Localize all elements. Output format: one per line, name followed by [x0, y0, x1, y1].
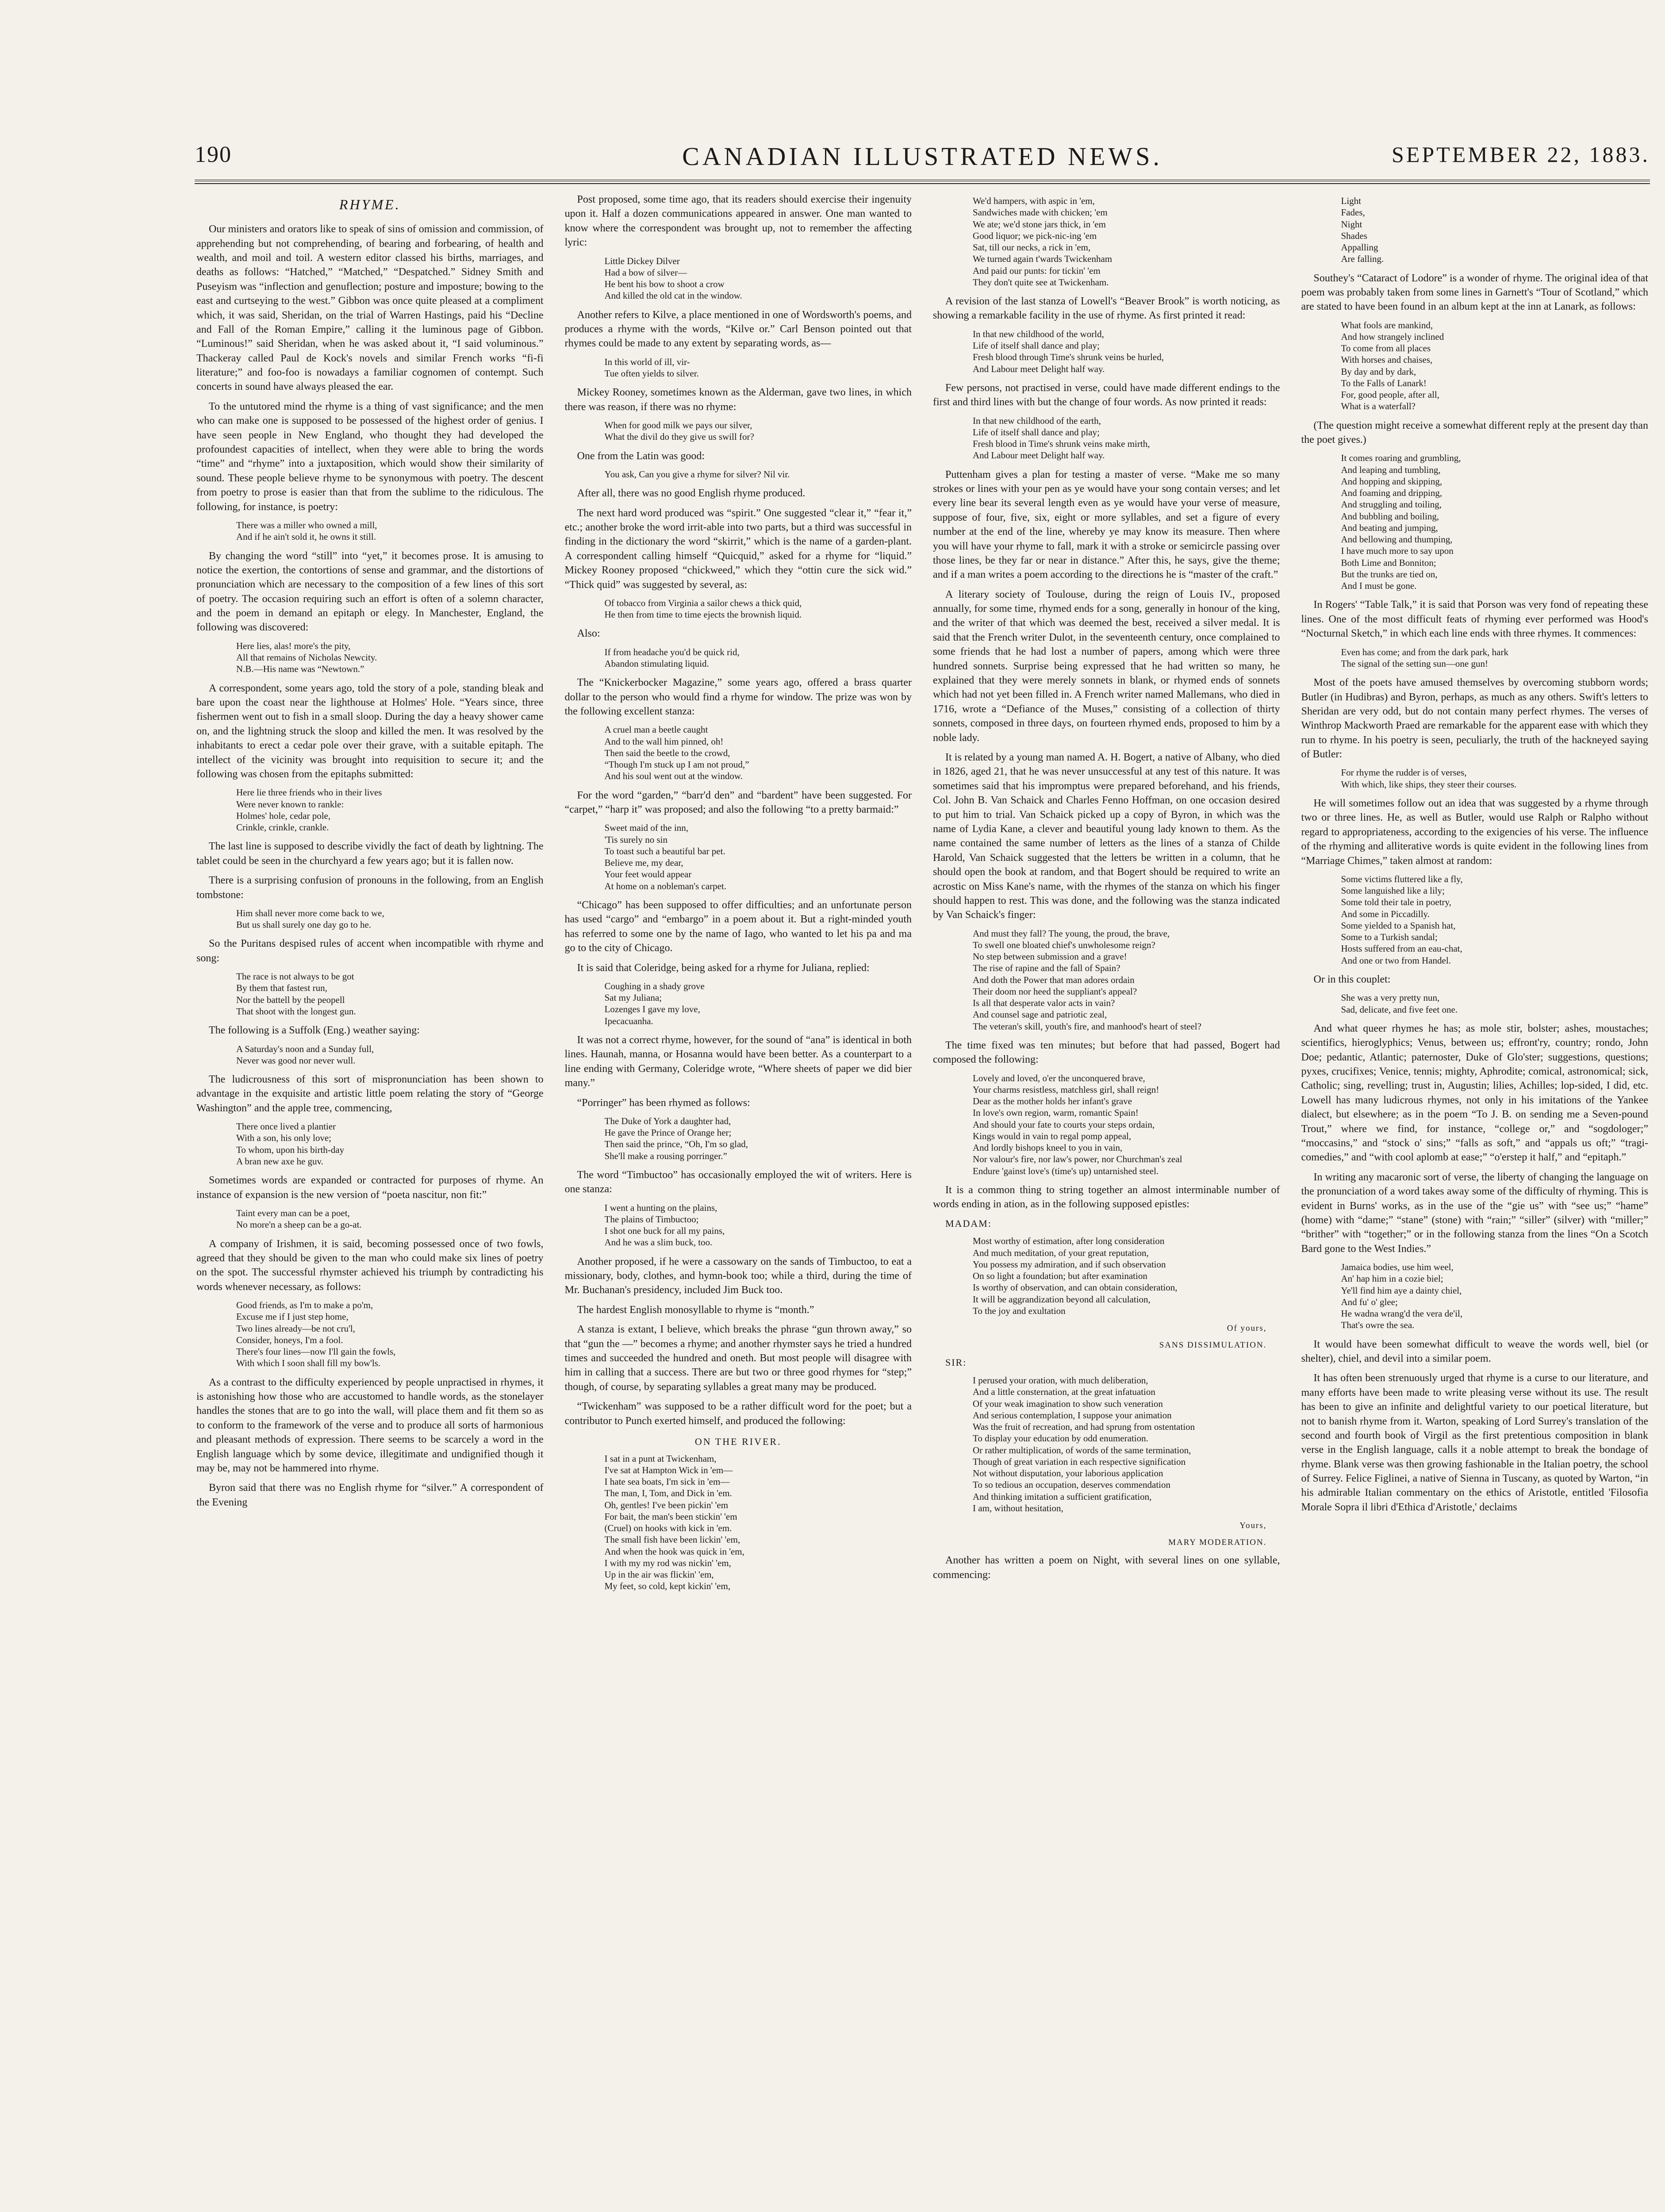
verse-line: Sat, till our necks, a rick in 'em, — [973, 242, 1091, 253]
page-header — [195, 142, 1650, 173]
verse-line: Never was good nor never wull. — [236, 1055, 356, 1066]
verse-block — [973, 928, 1280, 1032]
paragraph: A literary society of Toulouse, during the reign of Louis IV., proposed annually, for some time, rhymed ends for a song, generally in honour of the king, and the writer of that which was deemed the best, received a silver medal. It is said that the French writer Dulot, in the seventeenth century, once complained to some friends that he had lost a number of papers, among which were three hundred sonnets. Surprise being expressed that he had written so many, he explained that they were merely sonnets in blank, or rhymed ends of sonnets which had not yet been filled in. A French writer named Mallemans, who died in 1716, wrote a “Defiance of the Muses,” consisting of a collection of thirty sonnets, composed in three days, on fourteen rhymed ends, proposed to him by a noble lady. — [933, 588, 1280, 744]
verse-line: When for good milk we pays our silver, — [604, 420, 752, 431]
verse-line: I sat in a punt at Twickenham, — [604, 1453, 717, 1464]
paragraph: There is a surprising confusion of pronouns in the following, from an English tombstone: — [196, 875, 544, 901]
verse-line: Is worthy of observation, and can obtain consideration, — [973, 1282, 1178, 1293]
verse-line: We ate; we'd stone jars thick, in 'em — [973, 219, 1106, 230]
verse-line: (Cruel) on hooks with kick in 'em. — [604, 1523, 732, 1534]
verse-line: I hate sea boats, I'm sick in 'em— — [604, 1476, 730, 1487]
paragraph: Most of the poets have amused themselves by overcoming stubborn words; Butler (in Hudibras) and Byron, perhaps, as much as any others. Swift's letters to Sheridan are very odd, but do not contain many perfect rhymes. The verses of Winthrop Mackworth Praed are remarkable for the apparent ease with which they run to rhyme. In his poetry is seen, peculiarly, the truth of the hackneyed saying of Butler: — [1301, 677, 1648, 760]
verse-line: Was the fruit of recreation, and had sprung from ostentation — [973, 1421, 1195, 1432]
verse-line: Excuse me if I just step home, — [236, 1311, 349, 1322]
verse-line: Had a bow of silver— — [604, 267, 687, 278]
verse-line: And if he ain't sold it, he owns it still. — [236, 531, 376, 542]
verse-line: Here lie three friends who in their lives — [236, 787, 382, 798]
verse-line: Tue often yields to silver. — [604, 368, 699, 379]
verse-line: Night — [1341, 219, 1362, 230]
paragraph: Or in this couplet: — [1313, 973, 1391, 985]
verse-block — [973, 415, 1280, 461]
verse-block — [1341, 646, 1649, 670]
verse-line: They don't quite see at Twickenham. — [973, 276, 1109, 288]
verse-line: Little Dickey Dilver — [604, 255, 680, 266]
paragraph: After all, there was no good English rhyme produced. — [577, 488, 806, 499]
paragraph: It is related by a young man named A. H. Bogert, a native of Albany, who died in 1826, aged 21, that he was never unsuccessful at any test of this nature. It was sometimes said that his impromptus were prepared beforehand, and his friends, Col. John B. Van Schaick and Charles Fenno Hoffman, on one occasion desired to put him to trial. Van Schaick picked up a copy of Byron, in which was the name of Lydia Kane, a clever and beautiful young lady known to them. As the name contained the same number of letters as the lines of a stanza of Childe Harold, Van Schaick suggested that the letters be written in a column, that he should open the book at random, and that Bogert should be required to write an acrostic on Miss Kane's name, with the rhymes of the stanza on which his finger should happen to rest. This was done, and the following was the stanza indicated by Van Schaick's finger: — [933, 751, 1280, 921]
column-3 — [931, 192, 1282, 2212]
letter-signature: Yours, — [1239, 1521, 1267, 1531]
verse-line: Here lies, alas! more's the pity, — [236, 640, 351, 651]
verse-line: For rhyme the rudder is of verses, — [1341, 767, 1467, 778]
verse-block — [605, 646, 912, 670]
verse-line: Taint every man can be a poet, — [236, 1208, 350, 1219]
verse-line: With horses and chaises, — [1341, 354, 1433, 365]
paragraph: Post proposed, some time ago, that its readers should exercise their ingenuity upon it. Half a dozen communications appeared in answer. One man wanted to know where the correspondent was brought up, not to remember the affecting lyric: — [564, 194, 912, 249]
verse-line: A bran new axe he guv. — [236, 1156, 323, 1167]
verse-line: Nor the battell by the peopell — [236, 994, 345, 1005]
verse-block — [1341, 452, 1649, 591]
verse-line: Dear as the mother holds her infant's grave — [973, 1096, 1132, 1107]
verse-line: By day and by dark, — [1341, 366, 1416, 377]
verse-line: And Labour meet Delight half way. — [973, 363, 1105, 374]
verse-block — [236, 1207, 544, 1231]
letter-salutation: SIR: — [945, 1357, 967, 1368]
verse-line: Life of itself shall dance and play; — [973, 426, 1100, 438]
verse-line: No more'n a sheep can be a go-at. — [236, 1219, 362, 1230]
verse-line: Even has come; and from the dark park, hark — [1341, 646, 1508, 657]
verse-line: To so tedious an occupation, deserves commendation — [973, 1479, 1170, 1490]
verse-line: In that new childhood of the world, — [973, 328, 1104, 339]
verse-block — [973, 195, 1280, 288]
verse-line: And should your fate to courts your steps ordain, — [973, 1119, 1155, 1130]
verse-line: And doth the Power that man adores ordain — [973, 974, 1135, 985]
verse-line: A Saturday's noon and a Sunday full, — [236, 1043, 374, 1054]
verse-line: And struggling and toiling, — [1341, 499, 1442, 510]
verse-line: Then said the beetle to the crowd, — [604, 747, 730, 758]
paragraph: Southey's “Cataract of Lodore” is a wonder of rhyme. The original idea of that poem was probably taken from some lines in Garnett's “Tour of Scotland,” which are stated to have been found in an album kept at the inn at Lanark, as follows: — [1301, 272, 1648, 313]
verse-line: For, good people, after all, — [1341, 389, 1440, 400]
verse-block — [1341, 873, 1649, 966]
verse-line: You ask, Can you give a rhyme for silver? Nil vir. — [604, 469, 790, 480]
verse-block — [236, 640, 544, 675]
masthead: CANADIAN ILLUSTRATED NEWS. — [682, 142, 1162, 171]
verse-line: And killed the old cat in the window. — [604, 290, 742, 301]
verse-line: In this world of ill, vir- — [604, 356, 690, 367]
verse-line: For bait, the man's been stickin' 'em — [604, 1511, 737, 1522]
article-columns — [195, 192, 1650, 2212]
page-number: 190 — [195, 142, 232, 167]
verse-block — [605, 255, 912, 302]
verse-line: That's owre the sea. — [1341, 1320, 1415, 1331]
verse-line: Lovely and loved, o'er the unconquered brave, — [973, 1072, 1145, 1083]
verse-line: To the joy and exultation — [973, 1305, 1066, 1316]
verse-line: And bubbling and boiling, — [1341, 511, 1439, 522]
verse-line: Of tobacco from Virginia a sailor chews a thick quid, — [604, 597, 802, 608]
paragraph: Sometimes words are expanded or contracted for purposes of rhyme. An instance of expansion is the new version of “poeta nascitur, non fit:” — [196, 1175, 544, 1201]
verse-block — [236, 971, 544, 1017]
verse-line: At home on a nobleman's carpet. — [604, 880, 727, 891]
paragraph: It is a common thing to string together an almost interminable number of words ending in ation, as in the following supposed epistles: — [933, 1184, 1280, 1210]
verse-line: And much meditation, of your great reputation, — [973, 1247, 1149, 1258]
verse-line: And Labour meet Delight half way. — [973, 450, 1105, 461]
paragraph: A revision of the last stanza of Lowell's “Beaver Brook” is worth noticing, as showing a remarkable facility in the use of rhyme. As first printed it read: — [933, 296, 1280, 322]
verse-line: And bellowing and thumping, — [1341, 534, 1453, 545]
verse-line: Him shall never more come back to we, — [236, 907, 384, 918]
paragraph: The following is a Suffolk (Eng.) weather saying: — [209, 1025, 420, 1037]
verse-line: Some languished like a lily; — [1341, 885, 1445, 896]
verse-block — [973, 328, 1280, 375]
verse-line: Oh, gentles! I've been pickin' 'em — [604, 1499, 729, 1510]
verse-line: If from headache you'd be quick rid, — [604, 646, 740, 657]
verse-block — [605, 980, 912, 1027]
verse-block — [973, 1072, 1280, 1177]
verse-line: What the divil do they give us swill for? — [604, 431, 754, 442]
paragraph: Also: — [577, 628, 600, 640]
verse-block — [605, 1202, 912, 1248]
verse-line: It will be aggrandization beyond all calculation, — [973, 1294, 1151, 1305]
verse-line: Sat my Juliana; — [604, 992, 662, 1003]
verse-line: Or rather multiplication, of words of the same termination, — [973, 1444, 1191, 1455]
verse-block — [605, 419, 912, 443]
paragraph: It is said that Coleridge, being asked for a rhyme for Juliana, replied: — [577, 962, 870, 974]
paragraph: Another proposed, if he were a cassowary on the sands of Timbuctoo, to eat a missionary, body, clothes, and hymn-book too; while a third, during the time of Mr. Buchanan's presidency, included Jim Buck too. — [564, 1256, 912, 1296]
verse-line: Holmes' hole, cedar pole, — [236, 810, 331, 821]
verse-line: She'll make a rousing porringer.” — [604, 1150, 727, 1161]
verse-line: The rise of rapine and the fall of Spain? — [973, 963, 1120, 974]
verse-line: We turned again t'wards Twickenham — [973, 253, 1113, 265]
verse-line: And some in Piccadilly. — [1341, 908, 1430, 919]
verse-line: I am, without hesitation, — [973, 1502, 1063, 1513]
paragraph: Another has written a poem on Night, with several lines on one syllable, commencing: — [933, 1555, 1280, 1581]
verse-line: With which, like ships, they steer their courses. — [1341, 779, 1517, 790]
verse-block — [1341, 992, 1649, 1015]
verse-line: And how strangely inclined — [1341, 331, 1444, 342]
paragraph: It would have been somewhat difficult to weave the words well, biel (or shelter), chiel, and devil into a similar poem. — [1301, 1338, 1648, 1364]
verse-line: He gave the Prince of Orange her; — [604, 1127, 732, 1138]
verse-line: And fu' o' glee; — [1341, 1296, 1398, 1307]
verse-line: To toast such a beautiful bar pet. — [604, 845, 725, 856]
paragraph: The next hard word produced was “spirit.” One suggested “clear it,” “fear it,” etc.; another broke the word irrit-able into two parts, but a third was successful in finding in the dictionary the word “skirrit,” which is the name of a garden-plant. A correspondent calling himself “Quicquid,” asked for a rhyme for “liquid.” Mickey Rooney proposed “chickweed,” which they “ottin cure the sick wid.” “Thick quid” was suggested by several, as: — [564, 507, 912, 591]
verse-block — [973, 1235, 1280, 1317]
verse-line: A cruel man a beetle caught — [604, 724, 708, 735]
column-4 — [1300, 192, 1650, 2212]
verse-line: I shot one buck for all my pains, — [604, 1225, 725, 1237]
verse-line: And beating and jumping, — [1341, 522, 1438, 533]
verse-line: Ye'll find him aye a dainty chiel, — [1341, 1285, 1462, 1296]
paragraph: For the word “garden,” “barr'd den” and “bardent” have been suggested. For “carpet,” “harp it” was proposed; and also the following “to a pretty barmaid:” — [564, 789, 912, 816]
paragraph: To the untutored mind the rhyme is a thing of vast significance; and the men who can make one is supposed to be possessed of the highest order of genius. I have seen people in New England, who thought they had developed the profoundest capacities of intellect, when they were able to bring the words “time” and “rhyme” into a juxtaposition, which would show their similarity of sound. These people believe rhyme to be synonymous with poetry. The descent from poetry to prose is easier than that from the sublime to the ridiculous. The following, for instance, is poetry: — [196, 400, 544, 513]
column-2 — [563, 192, 914, 2212]
verse-line: “Though I'm stuck up I am not proud,” — [604, 759, 749, 770]
verse-line: Most worthy of estimation, after long consideration — [973, 1236, 1165, 1247]
paragraph: One from the Latin was good: — [577, 450, 705, 462]
verse-line: Good liquor; we pick-nic-ing 'em — [973, 230, 1097, 241]
verse-line: And must they fall? The young, the proud, the brave, — [973, 928, 1170, 939]
paragraph: The last line is supposed to describe vividly the fact of death by lightning. The tablet could be seen in the churchyard a few years ago; but it is fallen now. — [196, 841, 544, 867]
verse-line: Sweet maid of the inn, — [604, 822, 689, 833]
verse-line: I with my my rod was nickin' 'em, — [604, 1557, 731, 1568]
verse-line: But the trunks are tied on, — [1341, 568, 1438, 580]
verse-line: I perused your oration, with much deliberation, — [973, 1375, 1148, 1386]
verse-line: There was a miller who owned a mill, — [236, 520, 377, 530]
verse-block — [1341, 1261, 1649, 1331]
paragraph: The hardest English monosyllable to rhyme is “month.” — [577, 1304, 814, 1316]
verse-line: Shades — [1341, 230, 1367, 241]
letter-signature: Of yours, — [1227, 1324, 1267, 1333]
verse-line: What fools are mankind, — [1341, 319, 1433, 330]
verse-line: With a son, his only love; — [236, 1133, 331, 1144]
paragraph: He will sometimes follow out an idea that was suggested by a rhyme through two or three lines. He, as well as Butler, would use Ralph or Ralpho without regard to appropriateness, according to the exigencies of his verse. The influence of the rhyming and alliterative words is quite evident in the following lines from “Marriage Chimes,” taken almost at random: — [1301, 797, 1648, 867]
paragraph: By changing the word “still” into “yet,” it becomes prose. It is amusing to notice the exertion, the contortions of sense and grammar, and the distortions of pronunciation which are necessary to the composition of a few lines of this sort of poetry. The occasion requiring such an effort is often of a solemn character, and the poem in demand an epitaph or elegy. In Manchester, England, the following was discovered: — [196, 550, 544, 634]
verse-line: The plains of Timbuctoo; — [604, 1214, 699, 1225]
paragraph: The time fixed was ten minutes; but before that had passed, Bogert had composed the following: — [933, 1039, 1280, 1066]
paragraph: As a contrast to the difficulty experienced by people unpractised in rhymes, it is astonishing how those who are accustomed to handle words, as the stonelayer handles the stones that are to go into the wall, will place them and fit them so as to conform to the framework of the verse and to produce all sorts of harmonious and pleasant methods of expression. There seems to be scarcely a word in the English language which by some device, illegitimate and undignified though it may be, may not be hammered into rhyme. — [196, 1376, 544, 1474]
verse-line: Ipecacuanha. — [604, 1015, 653, 1026]
verse-line: The veteran's skill, youth's fire, and manhood's heart of steel? — [973, 1021, 1201, 1032]
verse-block — [1341, 195, 1649, 265]
paragraph: A correspondent, some years ago, told the story of a pole, standing bleak and bare upon the coast near the lighthouse at Holmes' Hole. “Years since, three fishermen went out to fish in a small sloop. During the day a heavy shower came on, and the lightning struck the sloop and killed the men. It was resolved by the inhabitants to erect a cedar pole over their grave, with a suitable epitaph. The intellect of the vicinity was brought into requisition to secure it; and the following was chosen from the epitaphs submitted: — [196, 682, 544, 780]
verse-line: In love's own region, warm, romantic Spain! — [973, 1107, 1139, 1118]
verse-block — [236, 519, 544, 543]
verse-line: I went a hunting on the plains, — [604, 1202, 717, 1213]
paragraph: Puttenham gives a plan for testing a master of verse. “Make me so many strokes or lines with your pen as ye would have your song contain verses; and let every line bear its several length even as ye would have your verse of measure, suppose of four, five, six, eight or more syllables, and set a figure of every number at the end of the line, whereby ye may know its measure. Then where you will have your rhyme to fall, mark it with a stroke or semicircle passing over those lines, be they far or near in distance.” After this, he says, give the theme; and if a man writes a poem according to the directions he is “master of the craft.” — [933, 469, 1280, 581]
verse-line: Life of itself shall dance and play; — [973, 340, 1100, 351]
verse-block — [605, 469, 912, 480]
letter-salutation: MADAM: — [945, 1217, 992, 1229]
verse-line: You possess my admiration, and if such observation — [973, 1259, 1166, 1270]
paragraph: The ludicrousness of this sort of mispronunciation has been shown to advantage in the exquisite and artistic little poem relating the story of “George Washington” and the apple tree, commencing, — [196, 1074, 544, 1114]
verse-line: Both Lime and Bonniton; — [1341, 557, 1436, 568]
verse-block — [236, 1299, 544, 1369]
verse-line: And he was a slim buck, too. — [604, 1237, 713, 1248]
verse-line: Believe me, my dear, — [604, 857, 683, 868]
verse-line: The man, I, Tom, and Dick in 'em. — [604, 1488, 732, 1499]
paragraph: “Twickenham” was supposed to be a rather difficult word for the poet; but a contributor to Punch exerted himself, and produced the following: — [564, 1401, 912, 1427]
issue-date: SEPTEMBER 22, 1883. — [1392, 142, 1650, 167]
verse-line: Nor valour's fire, nor law's power, nor Churchman's zeal — [973, 1154, 1182, 1165]
paragraph: In Rogers' “Table Talk,” it is said that Porson was very fond of repeating these lines. One of the most difficult feats of rhyming ever performed was Hood's “Nocturnal Sketch,” in which each line ends with three rhymes. It commences: — [1301, 599, 1648, 640]
verse-line: Were never known to rankle: — [236, 799, 344, 810]
verse-line: To the Falls of Lanark! — [1341, 377, 1427, 388]
verse-block — [1341, 767, 1649, 790]
verse-line: Sandwiches made with chicken; 'em — [973, 207, 1108, 218]
verse-line: Your charms resistless, matchless girl, shall reign! — [973, 1084, 1159, 1095]
paragraph: It was not a correct rhyme, however, for the sound of “ana” is identical in both lines. Haunah, manna, or Hosanna would have been better. As a counterpart to a line ending with Germany, Coleridge wrote, “Where sheets of paper we did bier many.” — [564, 1034, 912, 1089]
verse-line: She was a very pretty nun, — [1341, 992, 1440, 1003]
verse-line: Then said the prince, “Oh, I'm so glad, — [604, 1139, 748, 1150]
verse-line: Crinkle, crinkle, crankle. — [236, 822, 329, 833]
verse-line: And hopping and skipping, — [1341, 476, 1442, 487]
verse-line: The signal of the setting sun—one gun! — [1341, 658, 1488, 669]
verse-block — [236, 1043, 544, 1067]
verse-block — [605, 597, 912, 621]
paragraph: Another refers to Kilve, a place mentioned in one of Wordsworth's poems, and produces a rhyme with the words, “Kilve or.” Carl Benson pointed out that rhymes could be made to any extent by separating words, as— — [564, 309, 912, 349]
verse-line: Abandon stimulating liquid. — [604, 658, 709, 669]
verse-line: But us shall surely one day go to he. — [236, 919, 372, 930]
verse-line: He then from time to time ejects the brownish liquid. — [604, 609, 802, 620]
verse-line: Some yielded to a Spanish hat, — [1341, 920, 1456, 931]
verse-line: And when the hook was quick in 'em, — [604, 1546, 744, 1557]
paragraph: “Porringer” has been rhymed as follows: — [577, 1097, 750, 1109]
paragraph: The “Knickerbocker Magazine,” some years ago, offered a brass quarter dollar to the person who would find a rhyme for window. The prize was won by the following excellent stanza: — [564, 677, 912, 718]
verse-line: There once lived a plantier — [236, 1121, 336, 1132]
verse-line: Coughing in a shady grove — [604, 980, 705, 991]
verse-block — [236, 1121, 544, 1167]
poem-title: ON THE RIVER. — [694, 1436, 782, 1447]
verse-line: By them that fastest run, — [236, 983, 327, 994]
article-title: RHYME. — [339, 196, 401, 212]
verse-line: To come from all places — [1341, 343, 1431, 354]
verse-line: And lordly bishops kneel to you in vain, — [973, 1142, 1123, 1153]
verse-line: And thinking imitation a sufficient gratification, — [973, 1491, 1152, 1502]
paragraph: In writing any macaronic sort of verse, the liberty of changing the language on the pronunciation of a word takes away some of the difficulty of rhyming. This is evident in Burns' works, as in the use of the “gie us” with “see us;” “hame” (home) with “dame;” “stane” (stone) with “rain;” “siller” (silver) with “miller;” “brither” with “together;” or in the following stanza from the lines “On a Scotch Bard gone to the West Indies.” — [1301, 1171, 1648, 1255]
paragraph: A stanza is extant, I believe, which breaks the phrase “gun thrown away,” so that “gun the —” becomes a rhyme; and another rhymster says he tried a hundred times and succeeded the hundred and oneth. But most people will disagree with him in calling that a success. There are but two or three good rhymes for “step;” though, of course, by separating syllables a great many may be produced. — [564, 1324, 912, 1393]
paragraph: Byron said that there was no English rhyme for “silver.” A correspondent of the Evening — [196, 1482, 544, 1508]
paragraph: Few persons, not practised in verse, could have made different endings to the first and third lines with but the change of four words. As now printed it reads: — [933, 382, 1280, 408]
verse-line: Is all that desperate valor acts in vain? — [973, 998, 1115, 1009]
verse-line: To display your education by odd enumeration. — [973, 1433, 1148, 1444]
verse-line: And foaming and dripping, — [1341, 488, 1442, 499]
verse-line: And serious contemplation, I suppose your animation — [973, 1409, 1172, 1421]
verse-line: Sad, delicate, and five feet one. — [1341, 1004, 1458, 1015]
verse-line: An' hap him in a cozie biel; — [1341, 1273, 1443, 1284]
verse-line: Jamaica bodies, use him weel, — [1341, 1262, 1454, 1273]
verse-line: Their doom nor heed the suppliant's appeal? — [973, 986, 1137, 997]
paragraph: (The question might receive a somewhat different reply at the present day than the poet gives.) — [1301, 419, 1648, 446]
verse-line: I have much more to say upon — [1341, 545, 1454, 557]
verse-line: Consider, honeys, I'm a fool. — [236, 1334, 343, 1345]
verse-line: Some victims fluttered like a fly, — [1341, 873, 1463, 884]
verse-line: Some to a Turkish sandal; — [1341, 932, 1438, 943]
verse-block — [605, 724, 912, 782]
verse-line: Not without disputation, your laborious application — [973, 1468, 1163, 1479]
verse-block — [1341, 319, 1649, 412]
verse-line: There's four lines—now I'll gain the fowls, — [236, 1346, 396, 1357]
verse-line: It comes roaring and grumbling, — [1341, 453, 1461, 464]
verse-line: Are falling. — [1341, 253, 1384, 265]
verse-line: All that remains of Nicholas Newcity. — [236, 652, 377, 663]
verse-line: Your feet would appear — [604, 869, 692, 880]
paragraph: A company of Irishmen, it is said, becoming possessed once of two fowls, agreed that they should be given to the man who could make six lines of poetry on the spot. The successful rhymster achieved his triumph by contradicting his words whenever necessary, as follows: — [196, 1238, 544, 1293]
verse-line: And counsel sage and patriotic zeal, — [973, 1009, 1107, 1020]
verse-line: What is a waterfall? — [1341, 401, 1416, 412]
verse-line: Kings would in vain to regal pomp appeal, — [973, 1130, 1132, 1141]
verse-block — [605, 1453, 912, 1592]
verse-line: Some told their tale in poetry, — [1341, 897, 1451, 908]
verse-line: In that new childhood of the earth, — [973, 415, 1101, 426]
column-1 — [195, 192, 545, 2212]
verse-block — [236, 787, 544, 833]
verse-line: N.B.—His name was “Newtown.” — [236, 664, 364, 675]
paragraph: It has often been strenuously urged that rhyme is a curse to our literature, and many efforts have been made to write pleasing verse without its use. The result has been to give an infinite and delightful variety to our poetical literature, but not to banish rhyme from it. Warton, speaking of Lord Surrey's translation of the second and fourth book of Virgil as the first pretentious composition in blank verse in the English language, calls it a noble attempt to break the bondage of rhyme. Blank verse was then growing fashionable in the Italian poetry, the school of Surrey. Felice Figlinei, a native of Sienna in Tuscany, as quoted by Warton, “in his admirable Italian commentary on the ethics of Aristotle, entitled 'Filosofia Morale Sopra il libri d'Ethica d'Aristotle,' declaims — [1301, 1372, 1648, 1513]
verse-line: On so light a foundation; but after examination — [973, 1271, 1147, 1282]
paragraph: The word “Timbuctoo” has occasionally employed the wit of writers. Here is one stanza: — [564, 1169, 912, 1195]
verse-line: With which I soon shall fill my bow'ls. — [236, 1358, 381, 1369]
verse-line: Appalling — [1341, 242, 1378, 253]
verse-line: And his soul went out at the window. — [604, 771, 743, 782]
verse-line: Up in the air was flickin' 'em, — [604, 1569, 714, 1580]
paragraph: So the Puritans despised rules of accent when incompatible with rhyme and song: — [196, 938, 544, 964]
paragraph: “Chicago” has been supposed to offer difficulties; and an unfortunate person has used “cargo” and “embargo” in a poem about it. But a right-minded youth has referred to some one by the name of Iago, who wanted to let his pa and ma go to the city of Chicago. — [564, 899, 912, 954]
verse-line: 'Tis surely no sin — [604, 834, 668, 845]
verse-line: Two lines already—be not cru'l, — [236, 1323, 355, 1334]
verse-line: He bent his bow to shoot a crow — [604, 279, 725, 290]
header-rule — [195, 180, 1650, 184]
verse-line: Hosts suffered from an eau-chat, — [1341, 943, 1462, 954]
verse-line: Fresh blood through Time's shrunk veins be hurled, — [973, 352, 1164, 363]
verse-line: And leaping and tumbling, — [1341, 464, 1441, 475]
verse-line: And paid our punts: for tickin' 'em — [973, 265, 1101, 276]
verse-line: To whom, upon his birth-day — [236, 1144, 345, 1155]
verse-line: That shoot with the longest gun. — [236, 1006, 356, 1017]
verse-line: Though of great variation in each respective signification — [973, 1456, 1186, 1467]
verse-line: And a little consternation, at the great infatuation — [973, 1386, 1155, 1398]
verse-line: And I must be gone. — [1341, 580, 1417, 591]
verse-line: The small fish have been lickin' 'em, — [604, 1534, 740, 1545]
verse-block — [973, 1375, 1280, 1514]
verse-line: I've sat at Hampton Wick in 'em— — [604, 1464, 733, 1475]
verse-line: And to the wall him pinned, oh! — [604, 736, 724, 747]
paragraph: Mickey Rooney, sometimes known as the Alderman, gave two lines, in which there was reason, if there was no rhyme: — [564, 387, 912, 413]
letter-signature: MARY MODERATION. — [1168, 1537, 1267, 1547]
paragraph: And what queer rhymes he has; as mole stir, bolster; ashes, moustaches; scientifics, hieroglyphics; Venus, between us; effront'ry, country; rondo, John Doe; pedantic, Atlantic; paternoster, Duke of Glo'ster; suggestions, questions; pyxes, crucifixes; Venice, tennis; mighty, Aphrodite; comical, astronomical; sick, Catholic; sing, revelling; trust in, Augustin; lilies, Achilles; lop-sided, I did, etc. Lowell has many ludicrous rhymes, not only in his imitations of the Yankee dialect, but elsewhere; as in the poem “To J. B. on sending me a Seven-pound Trout,” where we find, for instance, “college or,” and “sogdologer;” “moccasins,” and “stock o' sins;” “falls as soft,” and “appals us oft;” “tragi-comedies,” and “with cool aplomb at ease;” “o'erstep it half,” and “epitaph.” — [1301, 1022, 1648, 1164]
verse-line: Good friends, as I'm to make a po'm, — [236, 1300, 373, 1311]
verse-line: And one or two from Handel. — [1341, 955, 1451, 966]
verse-block — [605, 356, 912, 380]
verse-line: He wadna wrang'd the vera de'il, — [1341, 1308, 1463, 1319]
verse-block — [236, 907, 544, 931]
verse-line: Fades, — [1341, 207, 1365, 218]
newspaper-page — [195, 142, 1650, 2212]
letter-signature: SANS DISSIMULATION. — [1159, 1340, 1267, 1350]
verse-line: Of your weak imagination to show such veneration — [973, 1398, 1163, 1409]
verse-line: My feet, so cold, kept kickin' 'em, — [604, 1581, 731, 1592]
verse-line: No step between submission and a grave! — [973, 951, 1127, 962]
verse-line: We'd hampers, with aspic in 'em, — [973, 196, 1095, 206]
verse-line: To swell one bloated chief's unwholesome reign? — [973, 939, 1155, 950]
verse-line: Fresh blood in Time's shrunk veins make mirth, — [973, 438, 1150, 449]
verse-line: Light — [1341, 196, 1361, 206]
verse-block — [605, 1115, 912, 1162]
verse-line: The race is not always to be got — [236, 971, 354, 982]
verse-line: Lozenges I gave my love, — [604, 1004, 700, 1015]
verse-block — [605, 822, 912, 892]
verse-line: The Duke of York a daughter had, — [604, 1115, 731, 1126]
paragraph: Our ministers and orators like to speak of sins of omission and commission, of apprehending but not comprehending, of bearing and forbearing, of health and wealth, and moil and toil. A western editor classed his births, marriages, and deaths as follows: “Hatched,” “Matched,” “Despatched.” Sidney Smith and Puseyism was “inflection and genuflection; posture and imposture; bowing to the east and curtseying to the west.” Gibbon was once quite pleased at a compliment which, it was said, Sheridan, on the trial of Warren Hastings, paid his “Decline and Fall of the Roman Empire,” calling it the luminous page of Gibbon. “Luminous!” said Sheridan, when he was asked about it, “I said voluminous.” Thackeray called Paul de Kock's novels and similar French works “fi-fi literature;” and foo-foo is nowadays a familiar cognomen of contempt. Such concerts in sound have always pleased the ear. — [196, 223, 544, 393]
verse-line: Endure 'gainst love's (time's up) untarnished steel. — [973, 1165, 1159, 1176]
